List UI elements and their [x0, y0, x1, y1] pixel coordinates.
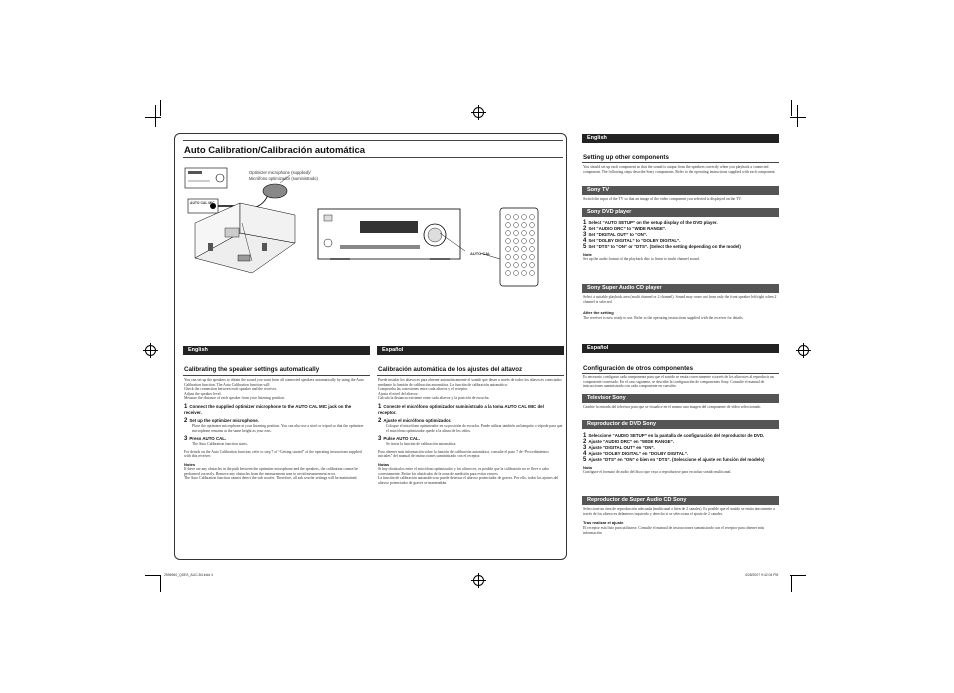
- english-left-column: [184, 378, 369, 481]
- note-label: Nota: [583, 465, 592, 470]
- after-text: For details on the Auto Calibration function, refer to step 7 of “Getting started” of the operating instructions supplied with this receiver.: [184, 449, 362, 459]
- sub-bar-dvd: Sony DVD player: [582, 208, 779, 217]
- registration-mark-icon: [145, 345, 156, 356]
- jack-label: AUTO CAL MIC: [190, 201, 215, 205]
- heading-rule: [377, 375, 564, 376]
- step-2: 2 Ajuste “AUDIO DRC” en “WIDE RANGE”.: [583, 439, 674, 445]
- after-setting-label: Tras realizar el ajuste: [583, 520, 624, 525]
- after-text: Para obtener más información sobre la función de calibración automática, consulte el paso 7 de “Procedimientos iniciales” del manual de instrucciones suministrado con el receptor.: [378, 449, 549, 459]
- sub-bar-sony-tv: Sony TV: [582, 186, 779, 195]
- step-1: 1 Seleccione “AUDIO SETUP” en la pantalla de configuración del reproductor de DVD.: [583, 433, 765, 439]
- section-heading: Configuración de otros componentes: [583, 365, 694, 372]
- section-heading: Calibración automática de los ajustes del altavoz: [378, 366, 523, 373]
- heading-rule: [582, 373, 779, 374]
- bullet: Calcula la distancia existente entre cada altavoz y la posición de escucha.: [378, 396, 490, 401]
- bullet: Comprueba las conexiones entre cada altavoz y el receptor.: [378, 387, 468, 392]
- step-3: 3 Set “DIGITAL OUT” to “ON”.: [583, 232, 648, 238]
- crop-mark: [145, 117, 161, 118]
- intro-text: Es necesario configurar cada componente para que el sonido se emita correctamente a través de los altavoces al reproducir un componente conectado. En el caso siguiente, se describe la configuración de componentes Sony. Consulte el manual de instrucciones suministrado con cada componente en cuestión.: [583, 375, 774, 389]
- section-heading: Setting up other components: [583, 154, 669, 161]
- note: The Auto Calibration function cannot detect the sub woofer. Therefore, all sub woofer settings will be maintained.: [184, 476, 358, 481]
- crop-mark: [790, 575, 806, 576]
- dvd-steps: [583, 220, 778, 262]
- footer-left: 2596960_QSES_AUC-B4.indd 4: [164, 573, 214, 577]
- mic-label-es: Micrófono optimizador (suministrado): [249, 176, 318, 181]
- step-4: 4 Ajuste “DOLBY DIGITAL” en “DOLBY DIGITAL”.: [583, 451, 689, 457]
- lang-bar-espanol-right: Español: [582, 344, 779, 353]
- note: Si hay obstáculos entre el micrófono optimizador y los altavoces, es posible que la calibración no se lleve a cabo correctamente. Retire los obstáculos de la zona de medición para evitar errores.: [378, 466, 550, 476]
- title-rule: [183, 157, 563, 158]
- intro-text: You should set up each component so that the sound is output from the speakers correctly when you playback a connected component. The following steps describe Sony components. Refer to the operating instructions supplied with each component.: [583, 165, 776, 174]
- step-1: 1 Select “AUTO SETUP” on the setup display of the DVD player.: [583, 220, 718, 226]
- bullet: Adjust the speaker level.: [184, 391, 222, 396]
- step-3: 3 Pulse AUTO CAL.: [378, 436, 420, 443]
- crop-mark: [155, 105, 156, 127]
- step-1: 1 Conecte el micrófono optimizador suministrado a la toma AUTO CAL MIC del receptor.: [378, 403, 544, 415]
- after-setting-label: After the setting: [583, 310, 614, 315]
- dvd-steps: [583, 433, 778, 475]
- step-2-detail: Coloque el micrófono optimizador en su posición de escucha. Puede utilizar también un banquito o trípode para que el micrófono optimizador quede a la altura de los oídos.: [386, 423, 563, 433]
- step-5: 5 Ajuste “DTS” en “ON” o bien en “DTS”. (Seleccione el ajuste en función del modelo): [583, 457, 765, 463]
- step-3: 3 Ajuste “DIGITAL OUT” en “ON”.: [583, 445, 655, 451]
- registration-mark-icon: [473, 107, 484, 118]
- microphone: [263, 184, 287, 198]
- sony-tv-text: Switch the input of the TV so that an image of the video component you selected is displayed on the TV.: [583, 197, 742, 201]
- sub-bar-sacd: Reproductor de Super Audio CD Sony: [582, 496, 779, 505]
- crop-mark: [791, 576, 792, 592]
- page-title: Auto Calibration/Calibración automática: [184, 145, 366, 156]
- lang-bar-espanol: Español: [377, 346, 564, 355]
- intro-text: Puede instalar los altavoces para obtener automáticamente el sonido que desee a través de todos los altavoces conectados mediante la función de calibración automática. La función de calibración automática:: [378, 378, 562, 387]
- heading-rule: [582, 162, 779, 163]
- sacd-text: Seleccione un área de reproducción adecuada (multicanal o bien de 2 canales). Es posible que el sonido se emita únicamente a través de los altavoces delanteros izquierdo y derecho si se selecciona el ajuste de 2 canales.: [583, 507, 775, 516]
- espanol-left-column: [378, 378, 563, 485]
- crop-mark: [797, 105, 798, 127]
- step-1: 1 Connect the supplied optimizer microphone to the AUTO CAL MIC jack on the receiver.: [184, 403, 352, 415]
- mic-label-en: Optimizer microphone (supplied)/: [249, 170, 311, 175]
- step-5: 5 Set “DTS” to “ON” or “DTS”. (Select the setting depending on the model): [583, 244, 741, 250]
- note-label: Note: [583, 252, 592, 257]
- step-2-detail: Place the optimizer microphone at your listening position. You can also use a stool or tripod so that the optimizer microphone remains at the same height as your ears.: [192, 423, 364, 433]
- crop-mark: [791, 100, 792, 116]
- step-4: 4 Set “DOLBY DIGITAL” to “DOLBY DIGITAL”.: [583, 238, 681, 244]
- auto-cal-label: AUTO CAL: [470, 251, 491, 256]
- step-3-detail: Se inicia la función de calibración automática.: [386, 442, 457, 447]
- after-setting-text: El receptor está listo para utilizarse. Consulte el manual de instrucciones suministrado con el receptor para obtener más información.: [583, 526, 765, 535]
- sub-bar-dvd: Reproductor de DVD Sony: [582, 420, 779, 429]
- title-top-rule: [183, 140, 563, 141]
- registration-mark-icon: [798, 345, 809, 356]
- registration-mark-icon: [473, 575, 484, 586]
- televisor-text: Cambie la entrada del televisor para que se visualice en el mismo una imagen del componente de vídeo seleccionado.: [583, 405, 762, 409]
- connection-diagram: [180, 163, 560, 303]
- after-setting-text: The receiver is now ready to use. Refer to the operating instructions supplied with the receiver for details.: [583, 316, 744, 320]
- crop-mark: [160, 576, 161, 592]
- sub-bar-sacd: Sony Super Audio CD player: [582, 284, 779, 293]
- step-3: 3 Press AUTO CAL.: [184, 436, 227, 443]
- bullet: Check the connection between each speaker and the receiver.: [184, 387, 277, 392]
- sub-bar-televisor: Televisor Sony: [582, 394, 779, 403]
- bullet: Ajusta el nivel del altavoz.: [378, 391, 419, 396]
- section-heading: Calibrating the speaker settings automatically: [184, 366, 320, 373]
- notes-label: Notes: [184, 461, 196, 467]
- note: La función de calibración automática no puede detectar el altavoz potenciador de graves. Por ello, todos los ajustes del altavoz potenciador de graves se mantendrán.: [378, 476, 559, 485]
- step-2: 2 Set up the optimizer microphone.: [184, 417, 259, 424]
- sacd-text: Select a suitable playback area (multi channel or 2 channel). Sound may come out from only the front speaker left/right when 2 channel is selected.: [583, 295, 777, 304]
- footer-right: 4/28/2007 9:42:04 PM: [745, 573, 779, 577]
- step-2: 2 Set “AUDIO DRC” to “WIDE RANGE”.: [583, 226, 667, 232]
- lang-bar-english-right: English: [582, 134, 779, 143]
- note: If there are any obstacles in the path between the optimizer microphone and the speakers, the calibration cannot be performed correctly. Remove any obstacles from the measurement area to avoid measurement error.: [184, 466, 359, 476]
- step-2: 2 Ajuste el micrófono optimizador.: [378, 417, 452, 424]
- crop-mark: [160, 100, 161, 116]
- heading-rule: [183, 375, 370, 376]
- lang-bar-english: English: [183, 346, 370, 355]
- note: Configure el formato de audio del disco que vaya a reproducirse para escuchar sonido multicanal.: [583, 470, 732, 474]
- notes-label: Notas: [378, 461, 390, 467]
- crop-mark: [790, 117, 806, 118]
- intro-text: You can set up the speakers to obtain the sound you want from all connected speakers automatically by using the Auto Calibration function. The Auto Calibration function will:: [184, 378, 364, 387]
- bullet: Measure the distance of each speaker from your listening position.: [184, 396, 286, 401]
- step-3-detail: The Auto Calibration function starts.: [192, 442, 248, 447]
- crop-mark: [145, 575, 161, 576]
- note: Set up the audio format of the playback disc to listen to multi channel sound.: [583, 257, 700, 261]
